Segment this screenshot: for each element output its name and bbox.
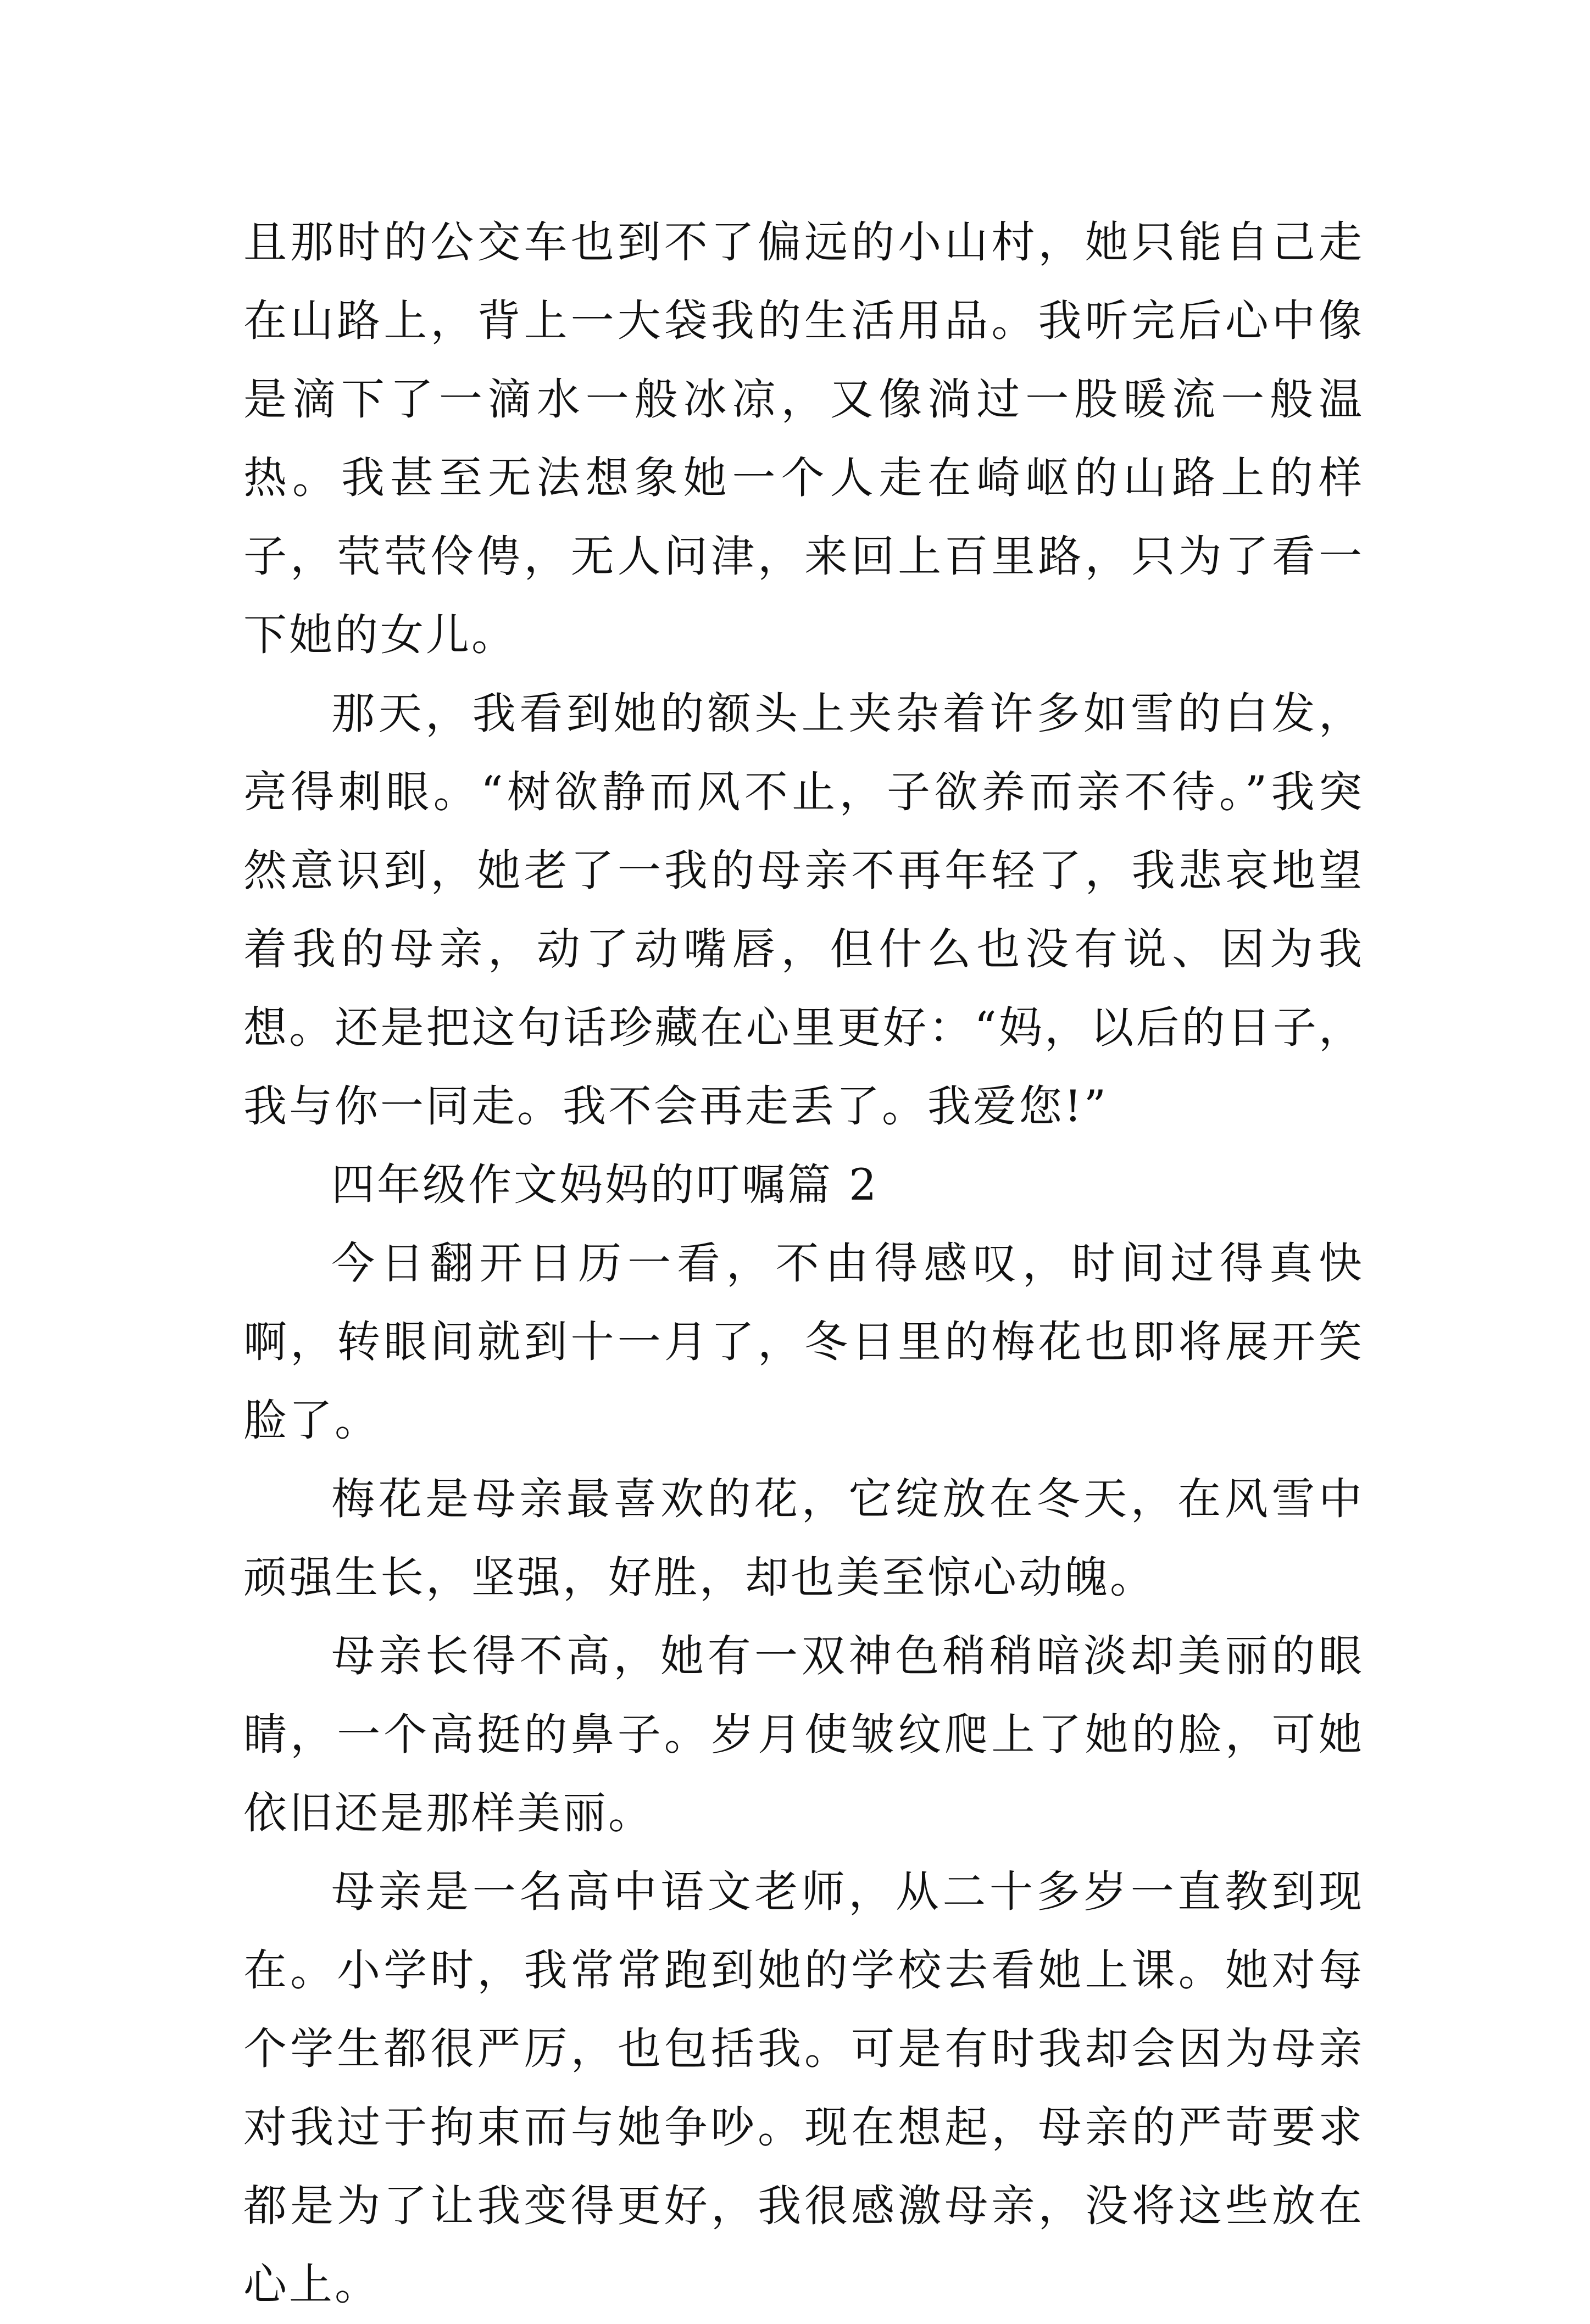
section-title: 四年级作文妈妈的叮嘱篇 2 — [331, 1160, 879, 1210]
paragraph-5: 母亲长得不高，她有一双神色稍稍暗淡却美丽的眼睛，一个高挺的鼻子。岁月使皱纹爬上了她的脸，可她依旧还是那样美丽。 — [243, 1631, 1364, 1838]
paragraph-6: 母亲是一名高中语文老师，从二十多岁一直教到现在。小学时，我常常跑到她的学校去看她上课。她对每个学生都很严厉，也包括我。可是有时我却会因为母亲对我过于拘束而与她争吵。现在想起，母亲的严苛要求都是为了让我变得更好，我很感激母亲，没将这些放在心上。 — [243, 1866, 1364, 2310]
paragraph-4: 梅花是母亲最喜欢的花，它绽放在冬天，在风雪中顽强生长，坚强，好胜，却也美至惊心动魄。 — [243, 1474, 1364, 1603]
paragraph-3: 今日翻开日历一看，不由得感叹，时间过得真快啊，转眼间就到十一月了，冬日里的梅花也即将展开笑脸了。 — [243, 1238, 1364, 1446]
paragraph-2: 那天，我看到她的额头上夹杂着许多如雪的白发，亮得刺眼。“树欲静而风不止，子欲养而亲不待。”我突然意识到，她老了一我的母亲不再年轻了，我悲哀地望着我的母亲，动了动嘴唇，但什么也没有说、因为我想。还是把这句话珍藏在心里更好：“妈，以后的日子，我与你一同走。我不会再走丢了。我爱您!” — [243, 688, 1364, 1132]
paragraph-1: 且那时的公交车也到不了偏远的小山村，她只能自己走在山路上，背上一大袋我的生活用品。我听完后心中像是滴下了一滴水一般冰凉，又像淌过一股暖流一般温热。我甚至无法想象她一个人走在崎岖的山路上的样子，茕茕伶俜，无人问津，来回上百里路，只为了看一下她的女儿。 — [243, 217, 1364, 660]
document-body — [243, 203, 1364, 2324]
